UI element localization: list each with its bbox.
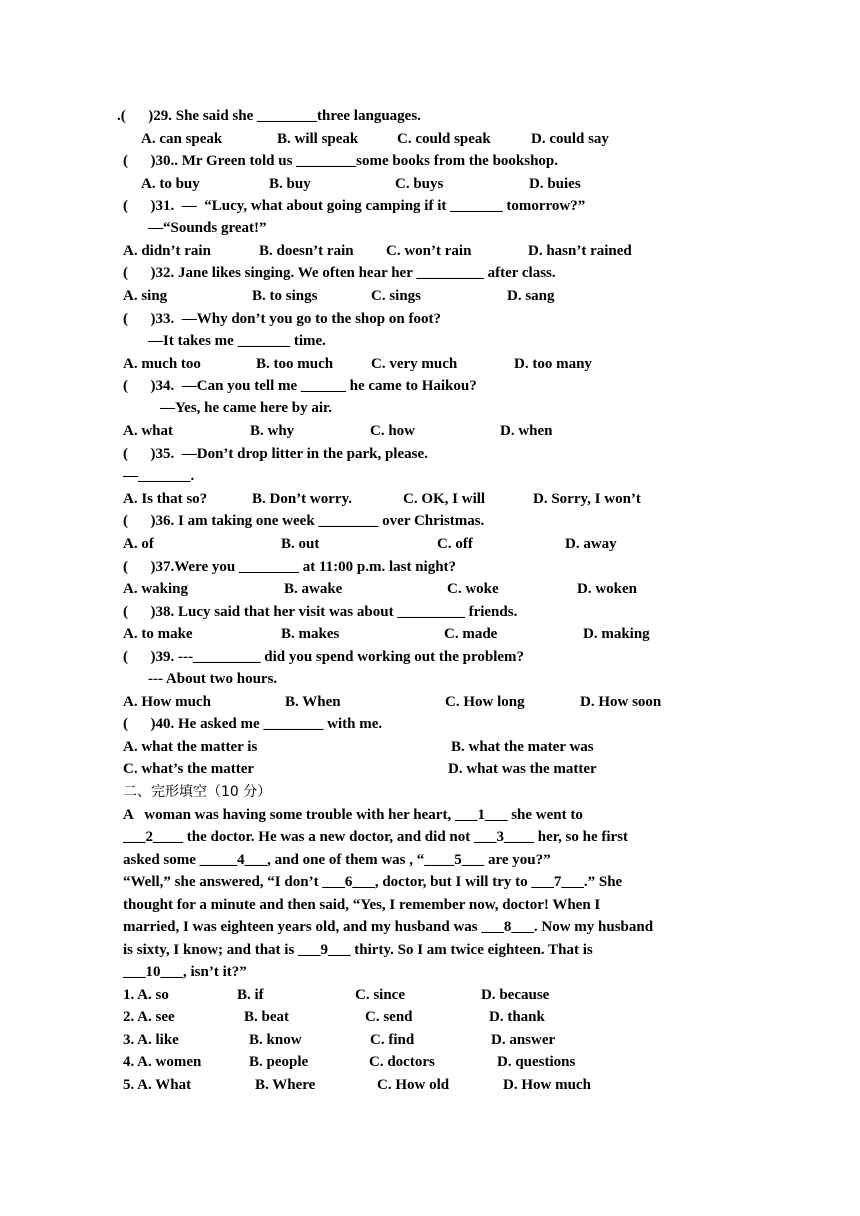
cloze-1-option-a: 1. A. so [123,987,169,1003]
q33-option-d: D. too many [514,356,592,372]
q40-option-c: C. what’s the matter [123,761,255,777]
q30-option-c: C. buys [395,176,444,192]
q37-option-b: B. awake [284,581,343,597]
q31-option-b: B. doesn’t rain [259,243,354,259]
q32-option-d: D. sang [507,288,555,304]
cloze-2-option-c: C. send [365,1009,413,1025]
q34-option-b: B. why [250,423,295,439]
q29-option-d: D. could say [531,131,609,147]
question-38-stem: ( )38. Lucy said that her visit was about _________ friends. [123,604,518,620]
q32-option-a: A. sing [123,288,168,304]
q40-option-b: B. what the mater was [451,739,594,755]
question-30-stem: ( )30.. Mr Green told us ________some books from the bookshop. [123,153,559,169]
passage-line-3: asked some _____4___, and one of them was , “____5___ are you?” [123,852,551,868]
q37-option-c: C. woke [447,581,499,597]
q37-option-a: A. waking [123,581,189,597]
question-40-stem: ( )40. He asked me ________ with me. [123,716,383,732]
q30-option-b: B. buy [269,176,311,192]
question-33-stem: ( )33. —Why don’t you go to the shop on foot? [123,311,441,327]
cloze-3-option-a: 3. A. like [123,1032,179,1048]
question-33-reply: —It takes me _______ time. [148,333,326,349]
cloze-5-option-b: B. Where [255,1077,316,1093]
passage-line-5: thought for a minute and then said, “Yes, I remember now, doctor! When I [123,897,601,913]
question-34-stem: ( )34. —Can you tell me ______ he came to Haikou? [123,378,477,394]
q36-option-d: D. away [565,536,617,552]
cloze-3-option-b: B. know [249,1032,302,1048]
q29-option-c: C. could speak [397,131,491,147]
q39-option-d: D. How soon [580,694,662,710]
q34-option-a: A. what [123,423,174,439]
question-34-reply: —Yes, he came here by air. [160,400,333,416]
cloze-1-option-b: B. if [237,987,264,1003]
cloze-3-option-c: C. find [370,1032,415,1048]
cloze-5-option-d: D. How much [503,1077,591,1093]
q38-option-d: D. making [583,626,650,642]
q31-option-a: A. didn’t rain [123,243,211,259]
q39-option-c: C. How long [445,694,525,710]
cloze-5-option-c: C. How old [377,1077,450,1093]
q29-option-a: A. can speak [141,131,223,147]
cloze-3-option-d: D. answer [491,1032,556,1048]
question-31-reply: —“Sounds great!” [148,220,267,236]
cloze-1-option-c: C. since [355,987,405,1003]
cloze-2-option-b: B. beat [244,1009,289,1025]
cloze-4-option-d: D. questions [497,1054,576,1070]
question-39-stem: ( )39. ---_________ did you spend working out the problem? [123,649,525,665]
q35-option-d: D. Sorry, I won’t [533,491,641,507]
cloze-2-option-a: 2. A. see [123,1009,175,1025]
passage-line-7: is sixty, I know; and that is ___9___ thirty. So I am twice eighteen. That is [123,942,593,958]
q39-option-b: B. When [285,694,341,710]
passage-line-2: ___2____ the doctor. He was a new doctor, and did not ___3____ her, so he first [123,829,629,845]
q33-option-b: B. too much [256,356,334,372]
q40-option-a: A. what the matter is [123,739,258,755]
q33-option-c: C. very much [371,356,458,372]
cloze-4-option-b: B. people [249,1054,309,1070]
passage-line-4: “Well,” she answered, “I don’t ___6___, doctor, but I will try to ___7___.” She [123,874,623,890]
q34-option-c: C. how [370,423,416,439]
q38-option-a: A. to make [123,626,193,642]
q30-option-d: D. buies [529,176,581,192]
q36-option-b: B. out [281,536,320,552]
passage-line-6: married, I was eighteen years old, and my husband was ___8___. Now my husband [123,919,654,935]
q36-option-a: A. of [123,536,154,552]
question-36-stem: ( )36. I am taking one week ________ over Christmas. [123,513,485,529]
section-heading-cloze: 二、完形填空（10 分） [123,784,272,800]
q38-option-b: B. makes [281,626,340,642]
q33-option-a: A. much too [123,356,201,372]
q30-option-a: A. to buy [141,176,200,192]
question-32-stem: ( )32. Jane likes singing. We often hear her _________ after class. [123,265,556,281]
q34-option-d: D. when [500,423,553,439]
q32-option-b: B. to sings [252,288,318,304]
q35-option-a: A. Is that so? [123,491,208,507]
cloze-5-option-a: 5. A. What [123,1077,192,1093]
cloze-2-option-d: D. thank [489,1009,545,1025]
question-37-stem: ( )37.Were you ________ at 11:00 p.m. last night? [123,559,457,575]
q35-option-b: B. Don’t worry. [252,491,352,507]
q35-option-c: C. OK, I will [403,491,486,507]
q39-option-a: A. How much [123,694,211,710]
passage-line-8: ___10___, isn’t it?” [123,964,247,980]
question-35-reply: —_______. [123,468,195,484]
q40-option-d: D. what was the matter [448,761,597,777]
question-31-stem: ( )31. — “Lucy, what about going camping if it _______ tomorrow?” [123,198,586,214]
q29-option-b: B. will speak [277,131,359,147]
q31-option-d: D. hasn’t rained [528,243,632,259]
cloze-4-option-a: 4. A. women [123,1054,202,1070]
q32-option-c: C. sings [371,288,422,304]
cloze-4-option-c: C. doctors [369,1054,435,1070]
q38-option-c: C. made [444,626,498,642]
q37-option-d: D. woken [577,581,638,597]
question-29-stem: .( )29. She said she ________three languages. [117,108,421,124]
passage-line-1: A woman was having some trouble with her heart, ___1___ she went to [123,807,583,823]
question-39-reply: --- About two hours. [148,671,278,687]
q36-option-c: C. off [437,536,473,552]
cloze-1-option-d: D. because [481,987,550,1003]
question-35-stem: ( )35. —Don’t drop litter in the park, please. [123,446,428,462]
q31-option-c: C. won’t rain [386,243,472,259]
